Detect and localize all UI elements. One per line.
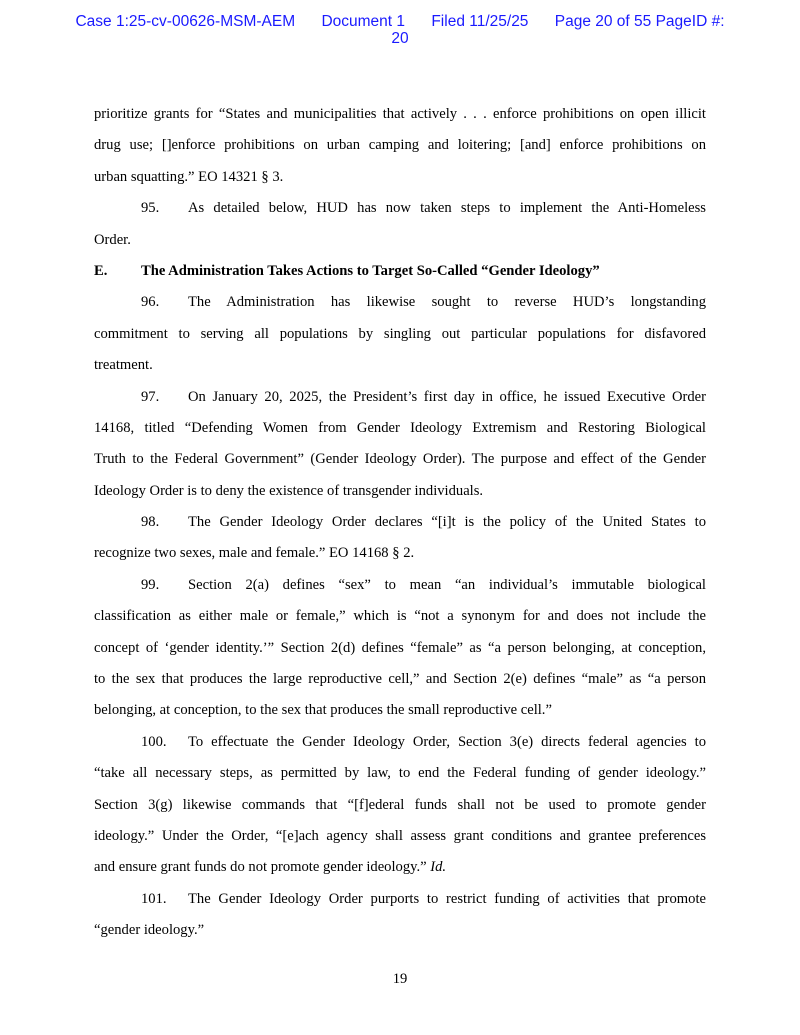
line-text: to the sex that produces the large reproductive cell,” and Section 2(e) defines “male” as “a person (94, 671, 706, 688)
line-text: concept of ‘gender identity.’” Section 2(d) defines “female” as “a person belonging, at conception, (94, 639, 706, 656)
line-text: As detailed below, HUD has now taken steps to implement the Anti-Homeless (188, 200, 706, 217)
line-text: The Gender Ideology Order declares “[i]t is the policy of the United States to (188, 514, 706, 531)
line-text: drug use; []enforce prohibitions on urban camping and loitering; [and] enforce prohibitions on (94, 137, 706, 154)
paragraph-number: 96. (141, 294, 160, 311)
line-text: Order. (94, 231, 131, 248)
text-line (94, 319, 706, 350)
text-line (94, 601, 706, 632)
paragraph-number: 98. (141, 514, 160, 531)
line-text: classification as either male or female,” which is “not a synonym for and does not include the (94, 608, 706, 625)
text-line (94, 413, 706, 444)
text-line (94, 287, 706, 318)
text-line (94, 727, 706, 758)
citation-id: Id. (430, 859, 447, 876)
line-text: Truth to the Federal Government” (Gender Ideology Order). The purpose and effect of the Gender (94, 451, 706, 468)
page-info: Page 20 of 55 PageID #: (554, 13, 725, 30)
line-text: The Gender Ideology Order purports to restrict funding of activities that promote (188, 890, 706, 907)
line-text: “gender ideology.” (94, 922, 205, 939)
text-line (94, 821, 706, 852)
text-line (94, 633, 706, 664)
text-line (94, 664, 706, 695)
line-text: treatment. (94, 357, 153, 374)
line-text: belonging, at conception, to the sex that produces the small reproductive cell.” (94, 702, 552, 719)
text-line (94, 538, 706, 569)
text-line (94, 193, 706, 224)
text-line (94, 476, 706, 507)
text-line (94, 570, 706, 601)
document-number: Document 1 (321, 13, 406, 30)
line-text: commitment to serving all populations by singling out particular populations for disfavored (94, 325, 706, 342)
text-line (94, 162, 706, 193)
text-line (94, 225, 706, 256)
line-text: prioritize grants for “States and municipalities that actively . . . enforce prohibitions on open illicit (94, 106, 706, 122)
text-line (94, 695, 706, 726)
text-line (94, 350, 706, 381)
text-line (94, 915, 706, 946)
text-line (94, 758, 706, 789)
document-body (94, 99, 706, 947)
line-text: recognize two sexes, male and female.” EO 14168 § 2. (94, 545, 415, 562)
section-letter: E. (94, 262, 108, 279)
paragraph-number: 99. (141, 576, 160, 593)
line-text: urban squatting.” EO 14321 § 3. (94, 168, 284, 185)
line-text: 14168, titled “Defending Women from Gender Ideology Extremism and Restoring Biological (94, 419, 706, 436)
case-number: Case 1:25-cv-00626-MSM-AEM (75, 13, 296, 30)
page-id: 20 (391, 30, 409, 47)
line-text: The Administration Takes Actions to Target So-Called “Gender Ideology” (141, 262, 600, 279)
text-line (94, 99, 706, 130)
text-line (94, 884, 706, 915)
section-heading (94, 256, 706, 287)
line-text: To effectuate the Gender Ideology Order, Section 3(e) directs federal agencies to (188, 733, 706, 750)
paragraph-number: 97. (141, 388, 160, 405)
line-text: Ideology Order is to deny the existence of transgender individuals. (94, 482, 484, 499)
paragraph-number: 95. (141, 200, 160, 217)
text-line (94, 790, 706, 821)
text-line (94, 130, 706, 161)
line-text: and ensure grant funds do not promote gender ideology.” (94, 859, 427, 876)
line-text: The Administration has likewise sought to reverse HUD’s longstanding (188, 294, 706, 311)
filed-date: Filed 11/25/25 (431, 13, 529, 30)
text-line (94, 444, 706, 475)
line-text: On January 20, 2025, the President’s first day in office, he issued Executive Order (188, 388, 706, 405)
text-line (94, 507, 706, 538)
page-number: 19 (392, 971, 408, 987)
paragraph-number: 101. (141, 890, 167, 907)
ecf-header (0, 13, 800, 47)
text-line (94, 852, 706, 883)
line-text: ideology.” Under the Order, “[e]ach agency shall assess grant conditions and grantee preferences (94, 827, 706, 844)
paragraph-number: 100. (141, 733, 167, 750)
text-line (94, 382, 706, 413)
line-text: “take all necessary steps, as permitted by law, to end the Federal funding of gender ideology.” (94, 765, 706, 782)
line-text: Section 2(a) defines “sex” to mean “an individual’s immutable biological (188, 576, 706, 593)
line-text: Section 3(g) likewise commands that “[f]ederal funds shall not be used to promote gender (94, 796, 706, 813)
